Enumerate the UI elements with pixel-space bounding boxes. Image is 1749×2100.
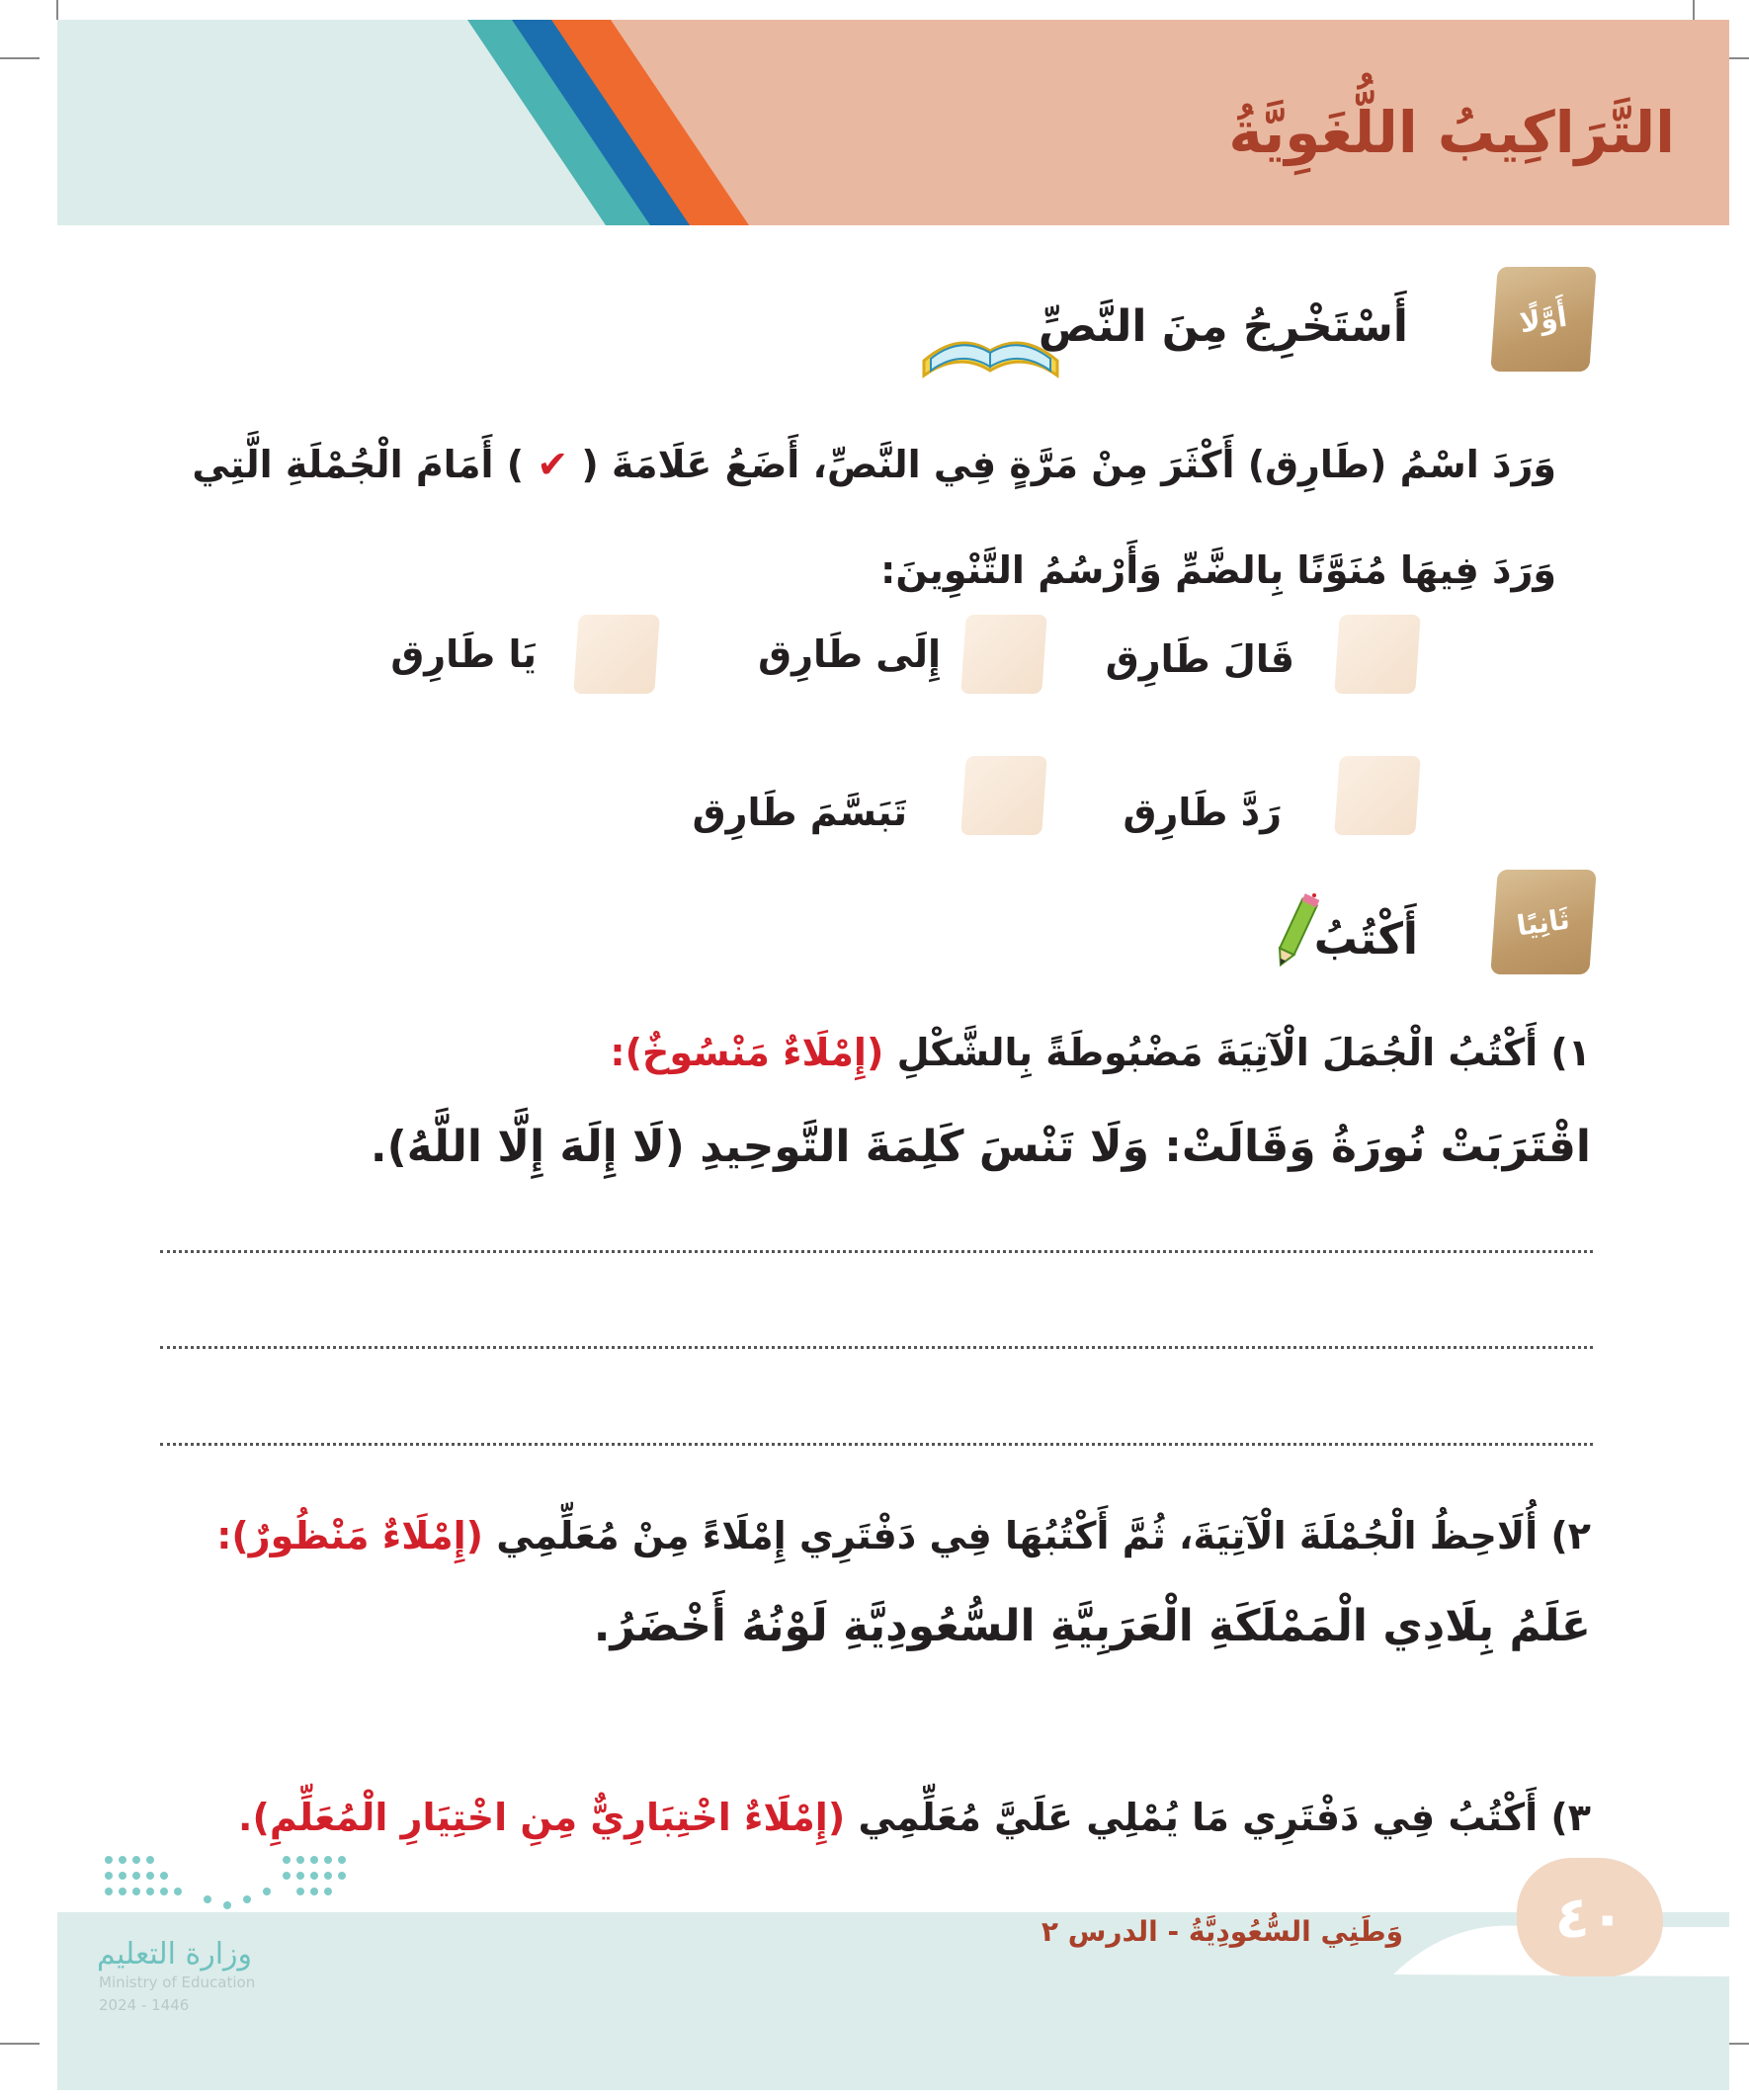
option-label-qala: قَالَ طَارِق xyxy=(1105,637,1294,681)
crop-mark xyxy=(0,57,40,59)
section-tab-second: ثَانِيًا xyxy=(1490,870,1596,974)
writing-line-3[interactable] xyxy=(160,1443,1593,1446)
option-checkbox-ila[interactable] xyxy=(960,615,1047,694)
question-2-label: (إِمْلَاءٌ مَنْظُورٌ): xyxy=(216,1514,483,1557)
ministry-logo-icon xyxy=(99,1850,356,1919)
option-checkbox-ya[interactable] xyxy=(573,615,660,694)
question-3-prompt: ٣) أَكْتُبُ فِي دَفْتَرِي مَا يُمْلِي عَلَيَّ مُعَلِّمِي (إِمْلَاءٌ اخْتِبَارِيٌّ مِنِ اخْتِيَارِ الْمُعَلِّمِ). xyxy=(238,1796,1591,1839)
option-label-tabassama: تَبَسَّمَ طَارِق xyxy=(692,791,907,834)
edition-year: 2024 - 1446 xyxy=(99,1996,190,2014)
ministry-name-english: Ministry of Education xyxy=(99,1974,256,1991)
section-tab-first: أَوَّلًا xyxy=(1490,267,1596,372)
option-label-ila: إِلَى طَارِق xyxy=(758,632,941,676)
crop-mark xyxy=(1693,0,1695,20)
check-mark-icon: ✔ xyxy=(537,443,569,486)
option-checkbox-radda[interactable] xyxy=(1334,756,1421,835)
question-2-sentence: عَلَمُ بِلَادِي الْمَمْلَكَةِ الْعَرَبِيَّةِ السُّعُودِيَّةِ لَوْنُهُ أَخْضَرُ. xyxy=(593,1601,1591,1651)
writing-line-2[interactable] xyxy=(160,1346,1593,1349)
page-title: التَّرَاكِيبُ اللُّغَوِيَّةُ xyxy=(1228,99,1675,166)
section-title-write: أَكْتُبُ xyxy=(1313,914,1418,965)
instruction-line-2: وَرَدَ فِيهَا مُنَوَّنًا بِالضَّمِّ وَأَرْسُمُ التَّنْوِينَ: xyxy=(880,548,1556,592)
question-1-prompt: ١) أَكْتُبُ الْجُمَلَ الْآتِيَةَ مَضْبُوطَةً بِالشَّكْلِ (إِمْلَاءٌ مَنْسُوخٌ): xyxy=(610,1031,1591,1074)
open-book-icon xyxy=(919,321,1062,385)
writing-line-1[interactable] xyxy=(160,1250,1593,1253)
ministry-name-arabic: وزارة التعليم xyxy=(97,1937,253,1972)
crop-mark xyxy=(56,0,58,20)
section-title-extract: أَسْتَخْرِجُ مِنَ النَّصِّ xyxy=(1038,301,1408,352)
question-2-prompt: ٢) أُلَاحِظُ الْجُمْلَةَ الْآتِيَةَ، ثُمَّ أَكْتُبُهَا فِي دَفْتَرِي إِمْلَاءً مِنْ مُعَلِّمِي (إِمْلَاءٌ مَنْظُورٌ): xyxy=(216,1514,1591,1557)
pencil-icon xyxy=(1270,889,1324,973)
page-number: ٤٠ xyxy=(1517,1858,1663,1976)
crop-mark xyxy=(0,2043,40,2045)
question-3-label: (إِمْلَاءٌ اخْتِبَارِيٌّ مِنِ اخْتِيَارِ الْمُعَلِّمِ). xyxy=(238,1796,846,1839)
option-label-ya: يَا طَارِق xyxy=(390,632,537,676)
instruction-line-1: وَرَدَ اسْمُ (طَارِق) أَكْثَرَ مِنْ مَرَّةٍ فِي النَّصِّ، أَضَعُ عَلَامَةَ ( ✔ ) أَمَامَ الْجُمْلَةِ الَّتِي xyxy=(192,443,1556,486)
question-1-label: (إِمْلَاءٌ مَنْسُوخٌ): xyxy=(610,1031,884,1074)
option-checkbox-tabassama[interactable] xyxy=(960,756,1047,835)
footer-lesson-label: وَطَنِي السُّعُودِيَّةُ - الدرس ٢ xyxy=(1041,1915,1403,1948)
option-label-radda: رَدَّ طَارِق xyxy=(1123,791,1282,834)
option-checkbox-qala[interactable] xyxy=(1334,615,1421,694)
question-1-sentence: اقْتَرَبَتْ نُورَةُ وَقَالَتْ: وَلَا تَنْسَ كَلِمَةَ التَّوحِيدِ (لَا إِلَهَ إِلَّا اللَّهُ). xyxy=(370,1122,1591,1172)
